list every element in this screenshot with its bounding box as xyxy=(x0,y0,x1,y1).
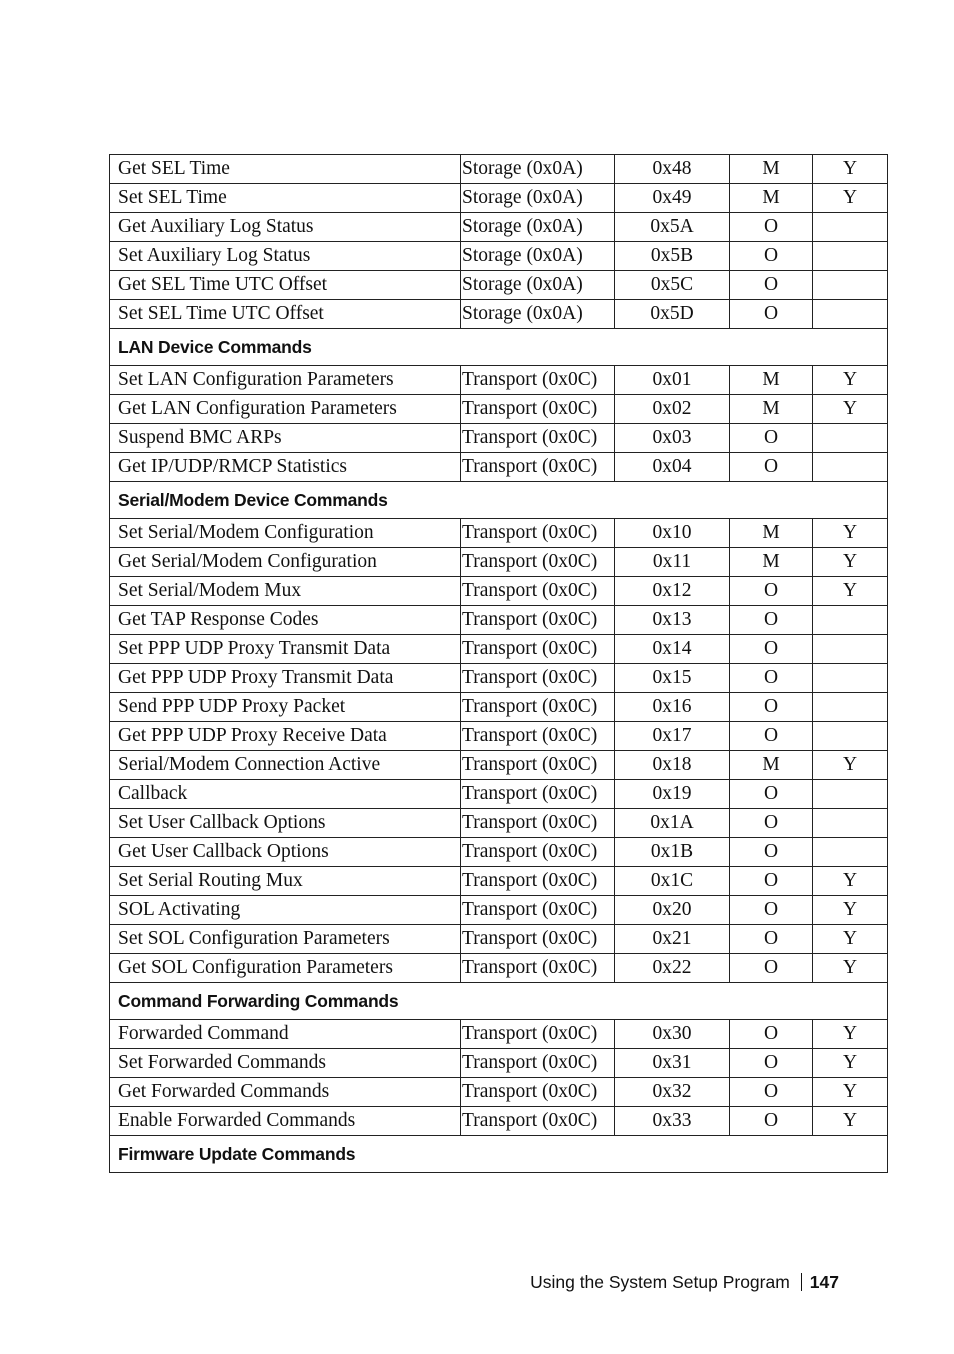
netfn-cell: Transport (0x0C) xyxy=(461,548,615,577)
ipmi-requirement-cell: O xyxy=(730,635,813,664)
dell-support-cell xyxy=(813,213,888,242)
netfn-cell: Transport (0x0C) xyxy=(461,424,615,453)
cmd-code-cell: 0x03 xyxy=(615,424,730,453)
footer-chapter-title: Using the System Setup Program xyxy=(530,1272,790,1292)
table-row xyxy=(110,1107,888,1136)
ipmi-requirement-cell: O xyxy=(730,1049,813,1078)
table-row xyxy=(110,184,888,213)
ipmi-requirement-cell: M xyxy=(730,155,813,184)
table-row xyxy=(110,395,888,424)
netfn-cell: Transport (0x0C) xyxy=(461,809,615,838)
ipmi-requirement-cell: O xyxy=(730,896,813,925)
dell-support-cell: Y xyxy=(813,896,888,925)
command-name-cell: Get SEL Time UTC Offset xyxy=(110,271,461,300)
dell-support-cell xyxy=(813,664,888,693)
command-name-cell: Set SEL Time UTC Offset xyxy=(110,300,461,329)
command-name-cell: Send PPP UDP Proxy Packet xyxy=(110,693,461,722)
section-title: LAN Device Commands xyxy=(110,329,888,366)
ipmi-requirement-cell: O xyxy=(730,213,813,242)
command-name-cell: Get PPP UDP Proxy Transmit Data xyxy=(110,664,461,693)
ipmi-requirement-cell: O xyxy=(730,867,813,896)
netfn-cell: Transport (0x0C) xyxy=(461,366,615,395)
ipmi-requirement-cell: O xyxy=(730,242,813,271)
netfn-cell: Transport (0x0C) xyxy=(461,722,615,751)
netfn-cell: Storage (0x0A) xyxy=(461,271,615,300)
command-name-cell: Set SEL Time xyxy=(110,184,461,213)
command-table-body xyxy=(110,155,888,1173)
command-name-cell: Enable Forwarded Commands xyxy=(110,1107,461,1136)
cmd-code-cell: 0x12 xyxy=(615,577,730,606)
command-name-cell: Get LAN Configuration Parameters xyxy=(110,395,461,424)
ipmi-requirement-cell: O xyxy=(730,722,813,751)
ipmi-requirement-cell: O xyxy=(730,693,813,722)
cmd-code-cell: 0x31 xyxy=(615,1049,730,1078)
command-name-cell: Set Forwarded Commands xyxy=(110,1049,461,1078)
command-name-cell: Forwarded Command xyxy=(110,1020,461,1049)
command-name-cell: Set Serial/Modem Configuration xyxy=(110,519,461,548)
command-name-cell: Get SEL Time xyxy=(110,155,461,184)
command-name-cell: Suspend BMC ARPs xyxy=(110,424,461,453)
netfn-cell: Transport (0x0C) xyxy=(461,751,615,780)
table-row xyxy=(110,780,888,809)
table-row xyxy=(110,519,888,548)
cmd-code-cell: 0x48 xyxy=(615,155,730,184)
table-row xyxy=(110,896,888,925)
ipmi-requirement-cell: M xyxy=(730,751,813,780)
command-name-cell: Serial/Modem Connection Active xyxy=(110,751,461,780)
ipmi-requirement-cell: O xyxy=(730,925,813,954)
ipmi-requirement-cell: O xyxy=(730,954,813,983)
cmd-code-cell: 0x21 xyxy=(615,925,730,954)
netfn-cell: Transport (0x0C) xyxy=(461,1078,615,1107)
section-title: Firmware Update Commands xyxy=(110,1136,888,1173)
ipmi-requirement-cell: M xyxy=(730,395,813,424)
netfn-cell: Transport (0x0C) xyxy=(461,577,615,606)
table-row xyxy=(110,954,888,983)
footer-divider xyxy=(801,1273,802,1291)
command-name-cell: Get Auxiliary Log Status xyxy=(110,213,461,242)
dell-support-cell xyxy=(813,838,888,867)
ipmi-requirement-cell: M xyxy=(730,548,813,577)
dell-support-cell: Y xyxy=(813,1049,888,1078)
dell-support-cell: Y xyxy=(813,1107,888,1136)
ipmi-requirement-cell: M xyxy=(730,366,813,395)
cmd-code-cell: 0x49 xyxy=(615,184,730,213)
dell-support-cell: Y xyxy=(813,577,888,606)
netfn-cell: Transport (0x0C) xyxy=(461,867,615,896)
dell-support-cell: Y xyxy=(813,1020,888,1049)
cmd-code-cell: 0x5C xyxy=(615,271,730,300)
table-row xyxy=(110,155,888,184)
table-row xyxy=(110,693,888,722)
cmd-code-cell: 0x22 xyxy=(615,954,730,983)
dell-support-cell xyxy=(813,606,888,635)
cmd-code-cell: 0x5D xyxy=(615,300,730,329)
table-row xyxy=(110,213,888,242)
table-row xyxy=(110,722,888,751)
page-number: 147 xyxy=(809,1272,839,1292)
ipmi-requirement-cell: O xyxy=(730,271,813,300)
ipmi-requirement-cell: M xyxy=(730,184,813,213)
cmd-code-cell: 0x33 xyxy=(615,1107,730,1136)
netfn-cell: Transport (0x0C) xyxy=(461,1020,615,1049)
dell-support-cell: Y xyxy=(813,184,888,213)
cmd-code-cell: 0x02 xyxy=(615,395,730,424)
dell-support-cell xyxy=(813,271,888,300)
netfn-cell: Storage (0x0A) xyxy=(461,300,615,329)
table-row xyxy=(110,606,888,635)
table-row xyxy=(110,1049,888,1078)
table-row xyxy=(110,548,888,577)
netfn-cell: Storage (0x0A) xyxy=(461,184,615,213)
command-name-cell: Get IP/UDP/RMCP Statistics xyxy=(110,453,461,482)
dell-support-cell: Y xyxy=(813,548,888,577)
netfn-cell: Transport (0x0C) xyxy=(461,664,615,693)
table-row xyxy=(110,925,888,954)
command-name-cell: Set Serial/Modem Mux xyxy=(110,577,461,606)
section-title: Serial/Modem Device Commands xyxy=(110,482,888,519)
netfn-cell: Transport (0x0C) xyxy=(461,453,615,482)
netfn-cell: Storage (0x0A) xyxy=(461,213,615,242)
table-row xyxy=(110,577,888,606)
ipmi-requirement-cell: O xyxy=(730,1020,813,1049)
netfn-cell: Transport (0x0C) xyxy=(461,954,615,983)
cmd-code-cell: 0x19 xyxy=(615,780,730,809)
netfn-cell: Transport (0x0C) xyxy=(461,838,615,867)
ipmi-requirement-cell: O xyxy=(730,809,813,838)
ipmi-requirement-cell: O xyxy=(730,300,813,329)
ipmi-requirement-cell: O xyxy=(730,1078,813,1107)
section-header-row xyxy=(110,1136,888,1173)
command-name-cell: Get Serial/Modem Configuration xyxy=(110,548,461,577)
ipmi-requirement-cell: O xyxy=(730,664,813,693)
netfn-cell: Transport (0x0C) xyxy=(461,1049,615,1078)
command-name-cell: Set User Callback Options xyxy=(110,809,461,838)
netfn-cell: Transport (0x0C) xyxy=(461,606,615,635)
ipmi-requirement-cell: O xyxy=(730,606,813,635)
cmd-code-cell: 0x17 xyxy=(615,722,730,751)
dell-support-cell xyxy=(813,809,888,838)
dell-support-cell xyxy=(813,722,888,751)
command-name-cell: Set SOL Configuration Parameters xyxy=(110,925,461,954)
netfn-cell: Transport (0x0C) xyxy=(461,896,615,925)
netfn-cell: Storage (0x0A) xyxy=(461,155,615,184)
table-row xyxy=(110,635,888,664)
table-row xyxy=(110,1020,888,1049)
command-name-cell: SOL Activating xyxy=(110,896,461,925)
command-name-cell: Get Forwarded Commands xyxy=(110,1078,461,1107)
table-row xyxy=(110,809,888,838)
cmd-code-cell: 0x11 xyxy=(615,548,730,577)
ipmi-requirement-cell: M xyxy=(730,519,813,548)
dell-support-cell xyxy=(813,453,888,482)
ipmi-requirement-cell: O xyxy=(730,424,813,453)
command-name-cell: Get SOL Configuration Parameters xyxy=(110,954,461,983)
dell-support-cell xyxy=(813,300,888,329)
dell-support-cell: Y xyxy=(813,155,888,184)
table-row xyxy=(110,751,888,780)
table-row xyxy=(110,366,888,395)
cmd-code-cell: 0x30 xyxy=(615,1020,730,1049)
section-header-row xyxy=(110,482,888,519)
cmd-code-cell: 0x20 xyxy=(615,896,730,925)
ipmi-requirement-cell: O xyxy=(730,453,813,482)
netfn-cell: Transport (0x0C) xyxy=(461,519,615,548)
dell-support-cell: Y xyxy=(813,395,888,424)
dell-support-cell xyxy=(813,635,888,664)
dell-support-cell: Y xyxy=(813,366,888,395)
netfn-cell: Storage (0x0A) xyxy=(461,242,615,271)
command-name-cell: Get TAP Response Codes xyxy=(110,606,461,635)
dell-support-cell: Y xyxy=(813,751,888,780)
dell-support-cell xyxy=(813,424,888,453)
cmd-code-cell: 0x32 xyxy=(615,1078,730,1107)
table-row xyxy=(110,300,888,329)
table-row xyxy=(110,242,888,271)
cmd-code-cell: 0x1B xyxy=(615,838,730,867)
page-footer xyxy=(530,1272,839,1293)
dell-support-cell: Y xyxy=(813,867,888,896)
netfn-cell: Transport (0x0C) xyxy=(461,1107,615,1136)
table-row xyxy=(110,453,888,482)
cmd-code-cell: 0x18 xyxy=(615,751,730,780)
cmd-code-cell: 0x1A xyxy=(615,809,730,838)
table-row xyxy=(110,838,888,867)
command-name-cell: Set Serial Routing Mux xyxy=(110,867,461,896)
table-row xyxy=(110,664,888,693)
cmd-code-cell: 0x5B xyxy=(615,242,730,271)
dell-support-cell: Y xyxy=(813,954,888,983)
netfn-cell: Transport (0x0C) xyxy=(461,635,615,664)
cmd-code-cell: 0x5A xyxy=(615,213,730,242)
dell-support-cell xyxy=(813,242,888,271)
command-name-cell: Set Auxiliary Log Status xyxy=(110,242,461,271)
command-name-cell: Get User Callback Options xyxy=(110,838,461,867)
dell-support-cell xyxy=(813,693,888,722)
table-row xyxy=(110,1078,888,1107)
cmd-code-cell: 0x01 xyxy=(615,366,730,395)
ipmi-requirement-cell: O xyxy=(730,838,813,867)
table-row xyxy=(110,271,888,300)
cmd-code-cell: 0x10 xyxy=(615,519,730,548)
section-header-row xyxy=(110,983,888,1020)
ipmi-requirement-cell: O xyxy=(730,1107,813,1136)
table-row xyxy=(110,867,888,896)
ipmi-requirement-cell: O xyxy=(730,577,813,606)
command-name-cell: Callback xyxy=(110,780,461,809)
ipmi-command-table xyxy=(109,154,888,1173)
section-header-row xyxy=(110,329,888,366)
cmd-code-cell: 0x14 xyxy=(615,635,730,664)
dell-support-cell: Y xyxy=(813,1078,888,1107)
cmd-code-cell: 0x04 xyxy=(615,453,730,482)
netfn-cell: Transport (0x0C) xyxy=(461,693,615,722)
cmd-code-cell: 0x15 xyxy=(615,664,730,693)
netfn-cell: Transport (0x0C) xyxy=(461,925,615,954)
netfn-cell: Transport (0x0C) xyxy=(461,395,615,424)
cmd-code-cell: 0x1C xyxy=(615,867,730,896)
command-name-cell: Set PPP UDP Proxy Transmit Data xyxy=(110,635,461,664)
dell-support-cell: Y xyxy=(813,925,888,954)
dell-support-cell xyxy=(813,780,888,809)
command-name-cell: Get PPP UDP Proxy Receive Data xyxy=(110,722,461,751)
command-name-cell: Set LAN Configuration Parameters xyxy=(110,366,461,395)
netfn-cell: Transport (0x0C) xyxy=(461,780,615,809)
cmd-code-cell: 0x16 xyxy=(615,693,730,722)
dell-support-cell: Y xyxy=(813,519,888,548)
table-row xyxy=(110,424,888,453)
ipmi-requirement-cell: O xyxy=(730,780,813,809)
section-title: Command Forwarding Commands xyxy=(110,983,888,1020)
cmd-code-cell: 0x13 xyxy=(615,606,730,635)
